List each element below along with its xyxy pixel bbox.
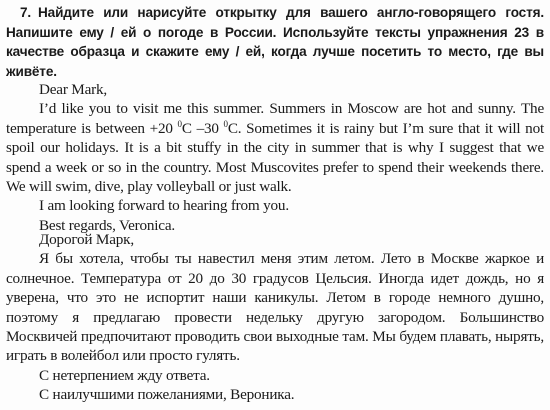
- english-closing-line: I am looking forward to hearing from you.: [39, 197, 289, 215]
- russian-letter: [6, 230, 544, 405]
- english-letter: [6, 80, 544, 235]
- english-greeting: Dear Mark,: [39, 81, 107, 98]
- exercise-number: 7.: [20, 5, 32, 20]
- degree-mark-2: 0: [223, 118, 228, 129]
- english-letter-body: [6, 99, 544, 196]
- russian-letter-body: Я бы хотела, чтобы ты навестил меня этим летом. Лето в Москве жаркое и солнечное. Температура от 20 до 30 градусов Цельсия. Иногда идет дождь, но я уверена, что это не испортит наши каникулы. Летом в городе немного душно, поэтому я предлагаю провести недельку другую загородом. Большинство Москвичей предпочитают проводить свои выходные там. Мы будем плавать, нырять, играть в волейбол или просто гулять.: [6, 250, 544, 365]
- english-sign-off: Best regards, Veronica.: [39, 216, 175, 234]
- exercise-instruction: [6, 3, 544, 81]
- degree-mark-1: 0: [177, 118, 182, 129]
- russian-sign-off: С наилучшими пожеланиями, Вероника.: [39, 386, 295, 404]
- english-body-part-2: C –30: [181, 119, 224, 137]
- russian-greeting: Дорогой Марк,: [39, 231, 134, 248]
- exercise-text: Найдите или нарисуйте открытку для вашего англо-говорящего гостя. Напишите ему / ей о погоде в России. Используйте тексты упражнения 23 в качестве образца и скажите ему / ей, когда лучше посетить то место, где вы живёте.: [6, 5, 544, 79]
- english-body-part-3: C. Sometimes it is rainy but I’m sure that it will not spoil our holidays. It is a bit stuffy in the city in summer that is why I suggest that we spend a week or so in the country. Most Muscovites prefer to spend their weekends there. We will swim, dive, play volleyball or just walk.: [6, 119, 544, 196]
- english-body-part-1: I’d like you to visit me this summer. Summers in Moscow are hot and sunny. The temperature is between +20: [6, 100, 544, 137]
- russian-closing-line: С нетерпением жду ответа.: [39, 366, 210, 384]
